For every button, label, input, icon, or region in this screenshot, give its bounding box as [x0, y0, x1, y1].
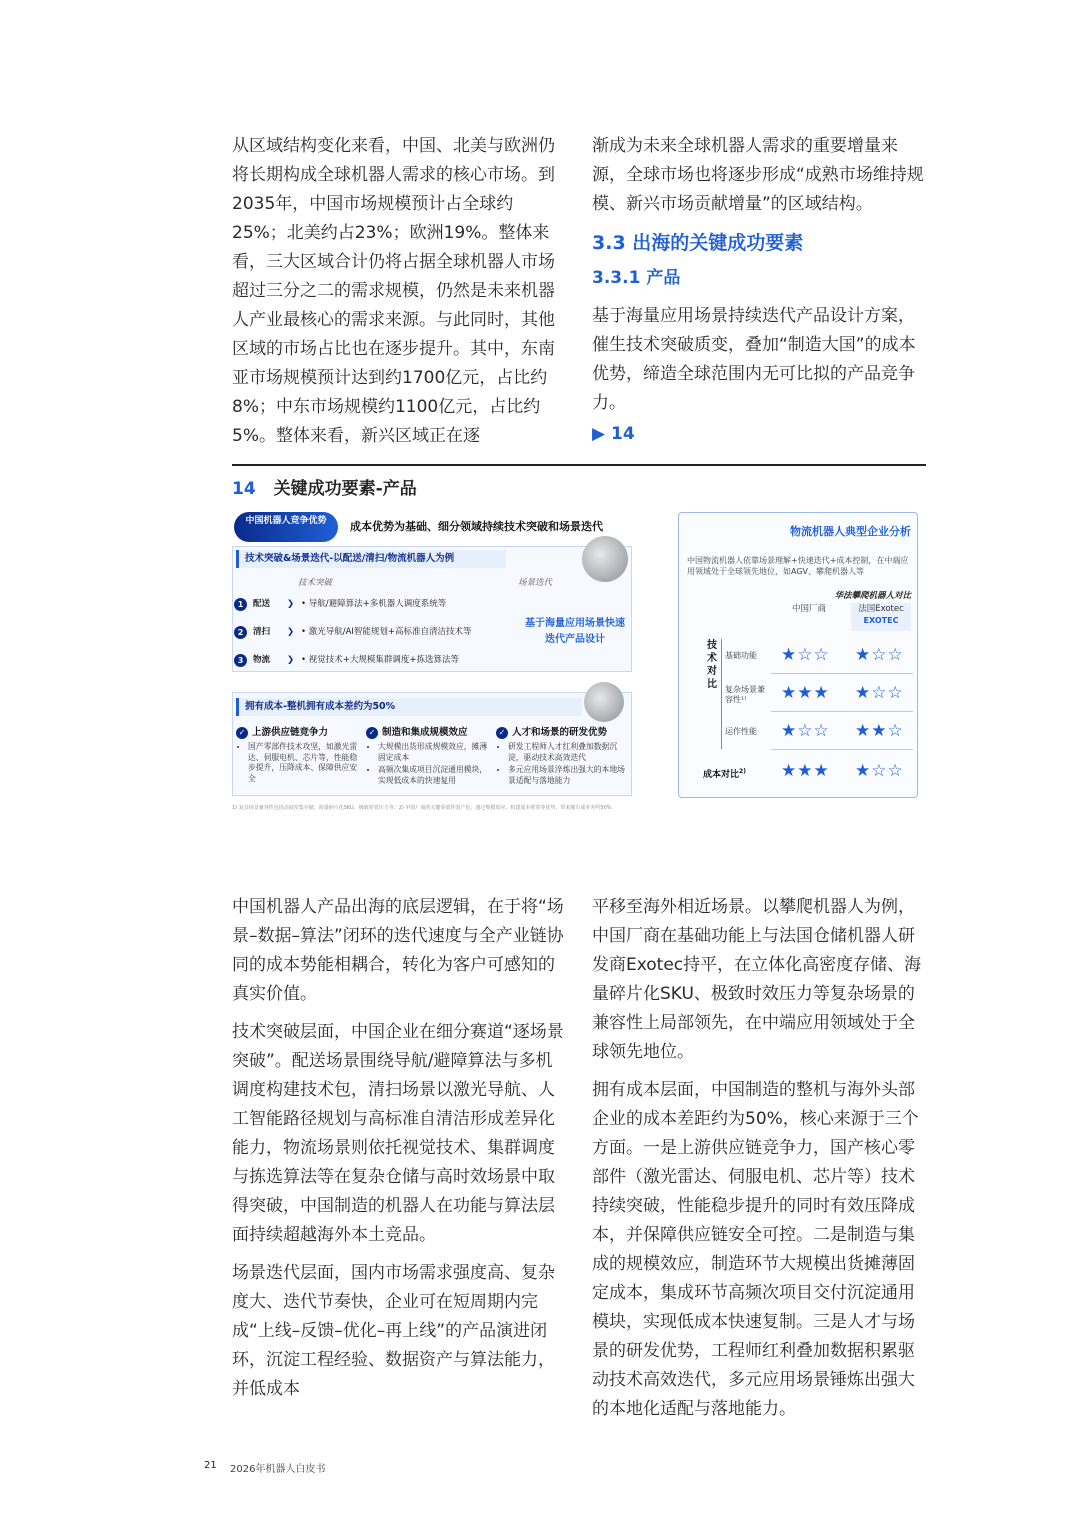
figure-title-text: 关键成功要素-产品 [273, 479, 417, 499]
card-title: 制造和集成规模效应 [382, 727, 468, 738]
card-title: 上游供应链竞争力 [252, 727, 329, 738]
card-item: • 大规模出货形成规模效应，摊薄固定成本 [378, 742, 490, 763]
region-paragraph: 从区域结构变化来看，中国、北美与欧洲仍将长期构成全球机器人需求的核心市场。到2035年，中国市场规模预计占全球约25%；北美约占23%；欧洲19%。整体来看，三大区域合计仍将占据全球机器人市场超过三分之二的需求规模，仍然是未来机器人产业最核心的需求来源。与此同时，其他区域的市场占比也在逐步提升。其中，东南亚市场规模预计达到约1700亿元，占比约8%；中东市场规模约1100亿元，占比约5%。整体来看，新兴区域正在逐 [232, 136, 555, 446]
row-number-badge: 1 [234, 598, 247, 611]
figure-number: 14 [232, 479, 256, 499]
bottom-left-column [232, 893, 568, 1404]
rating-stars-cn-cost: ★★★ [781, 761, 830, 781]
scene-iteration-callout: 基于海量应用场景快速迭代产品设计 [525, 618, 625, 645]
row-performance: 运作性能 [725, 727, 757, 736]
row-label: 物流 [253, 655, 271, 665]
region-paragraph-cont: 渐成为未来全球机器人需求的重要增量来源，全球市场也将逐步形成“成熟市场维持规模、新兴市场贡献增量”的区域结构。 [592, 136, 924, 214]
row-divider [771, 749, 913, 750]
competitive-advantage-pill: 中国机器人竞争优势 [234, 512, 338, 542]
tech-paragraph: 技术突破层面，中国企业在细分赛道“逐场景突破”。配送场景围绕导航/避障算法与多机调度构建技术包，清扫场景以激光导航、人工智能路径规划与高标准自清洁形成差异化能力，物流场景则依托视觉技术、集群调度与拣选算法等在复杂仓储与高时效场景中取得突破，中国制造的机器人在功能与算法层面持续超越海外本土竞品。 [232, 1022, 564, 1245]
figure-footnote: 1) 复杂场景兼容性包括高度密集存储、海量碎片化SKU、极致时效压力等；2) 中国厂商的关键零部件国产化，通过规模效应、构建成本壁垒等优势，带来拥有成本差约50% [232, 805, 612, 811]
check-icon: ✓ [236, 727, 248, 739]
cost-bar: 拥有成本-整机拥有成本差约为50% [236, 698, 582, 716]
card-talent [496, 724, 628, 798]
cost-paragraph: 拥有成本层面，中国制造的整机与海外头部企业的成本差距约为50%，核心来源于三个方面。一是上游供应链竞争力，国产核心零部件（激光雷达、伺服电机、芯片等）技术持续突破，性能稳步提升的同时有效压降成本，并保障供应链安全可控。二是制造与集成的规模效应，制造环节大规模出货摊薄固定成本，集成环节高频次项目交付沉淀通用模块，实现低成本快速复制。三是人才与场景的研发优势，工程师红利叠加数据积累驱动技术高效迭代，多元应用场景锤炼出强大的本地化适配与落地能力。 [592, 1080, 919, 1419]
column-header-china: 中国厂商 [791, 604, 826, 614]
card-item: • 多元应用场景淬炼出强大的本地场景适配与落地能力 [508, 765, 628, 786]
row-logistics [234, 652, 459, 668]
figure-title [232, 474, 417, 499]
panel-title: 物流机器人典型企业分析 [790, 525, 911, 538]
scene-paragraph: 场景迭代层面，国内市场需求强度高、复杂度大、迭代节奏快，企业可在短周期内完成“上线–反馈–优化–再上线”的产品演进闭环，沉淀工程经验、数据资产与算法能力，并低成本 [232, 1263, 555, 1399]
row-text: • 导航/避障算法+多机器人调度系统等 [301, 599, 447, 609]
scene-paragraph-cont: 平移至海外相近场景。以攀爬机器人为例，中国厂商在基础功能上与法国仓储机器人研发商Exotec持平，在立体化高密度存储、海量碎片化SKU、极致时效压力等复杂场景的兼容性上局部领先，在中端应用领域处于全球领先地位。 [592, 897, 922, 1062]
row-label: 配送 [253, 599, 271, 609]
figure-top-rule [232, 464, 926, 466]
bottom-right-column [592, 893, 928, 1424]
logic-paragraph: 中国机器人产品出海的底层逻辑，在于将“场景–数据–算法”闭环的迭代速度与全产业链协同的成本势能相耦合，转化为客户可感知的真实价值。 [232, 897, 564, 1004]
worker-photo [584, 682, 624, 722]
section-heading: 3.3 出海的关键成功要素 [592, 232, 804, 254]
rating-stars-fr-cost: ★☆☆ [855, 761, 904, 781]
row-number-badge: 2 [234, 626, 247, 639]
column-header-exotec: 法国Exotec EXOTEC [851, 603, 911, 631]
panel-description: 中国物流机器人依靠场景理解+快速迭代+成本控制，在中端应用领域处于全球领先地位，如AGV、攀爬机器人等 [687, 556, 909, 576]
logistics-analysis-panel [678, 512, 918, 798]
chevron-right-icon: ❯ [287, 627, 295, 637]
product-paragraph: 基于海量应用场景持续迭代产品设计方案，催生技术突破质变，叠加“制造大国”的成本优势，缔造全球范围内无可比拟的产品竞争力。 [592, 306, 916, 413]
row-label: 清扫 [253, 627, 271, 637]
row-text: • 视觉技术+大规模集群调度+拣选算法等 [301, 655, 459, 665]
bracket-line [721, 639, 722, 749]
row-cleaning [234, 624, 472, 640]
rating-stars-fr-complex: ★☆☆ [855, 683, 904, 703]
row-divider [771, 673, 913, 674]
chevron-right-icon: ❯ [287, 655, 295, 665]
row-number-badge: 3 [234, 654, 247, 667]
document-title: 2026年机器人白皮书 [230, 1464, 326, 1475]
row-text: • 激光导航/AI智能规划+高标准自清洁技术等 [301, 627, 472, 637]
rating-stars-cn-performance: ★☆☆ [781, 721, 830, 741]
figure-reference-link[interactable]: ▶ 14 [592, 424, 635, 444]
card-supply-chain [236, 724, 360, 798]
card-item: • 国产零部件技术攻坚，如激光雷达、伺服电机、芯片等，性能稳步提升，压降成本、保障供应安全 [248, 742, 360, 784]
figure-14 [232, 506, 926, 811]
card-title: 人才和场景的研发优势 [512, 727, 608, 738]
scene-iteration-label: 场景迭代 [518, 578, 553, 588]
figure-left-panel [232, 506, 632, 802]
check-icon: ✓ [366, 727, 378, 739]
top-right-column [592, 132, 928, 449]
card-item: • 研发工程师人才红利叠加数据沉淀，驱动技术高效迭代 [508, 742, 628, 763]
page-number: 21 [204, 1460, 217, 1471]
cost-comparison-label: 成本对比$^{2)}$ [703, 768, 746, 780]
row-complex-compat: 复杂场景兼容性¹⁾ [725, 685, 765, 704]
exotec-logo: EXOTEC [863, 616, 899, 625]
robot-photo [582, 536, 628, 582]
tech-iteration-bar: 技术突破&场景迭代-以配送/清扫/物流机器人为例 [236, 550, 506, 568]
rating-stars-fr-performance: ★★☆ [855, 721, 904, 741]
subsection-heading: 3.3.1 产品 [592, 268, 681, 288]
card-item: • 高频次集成项目沉淀通用模块，实现低成本的快速复用 [378, 765, 490, 786]
tech-breakthrough-label: 技术突破 [298, 578, 333, 588]
card-scale [366, 724, 490, 798]
check-icon: ✓ [496, 727, 508, 739]
row-delivery [234, 596, 446, 612]
rating-stars-fr-basic: ★☆☆ [855, 645, 904, 665]
chevron-right-icon: ❯ [287, 599, 295, 609]
top-left-column [232, 132, 568, 451]
figure-headline: 成本优势为基础、细分领域持续技术突破和场景迭代 [350, 520, 603, 533]
rating-stars-cn-complex: ★★★ [781, 683, 830, 703]
comparison-title: 华法攀爬机器人对比 [834, 591, 911, 601]
row-basic-function: 基础功能 [725, 651, 757, 660]
row-divider [771, 711, 913, 712]
tech-comparison-label: 技术对比 [707, 640, 717, 690]
rating-stars-cn-basic: ★☆☆ [781, 645, 830, 665]
